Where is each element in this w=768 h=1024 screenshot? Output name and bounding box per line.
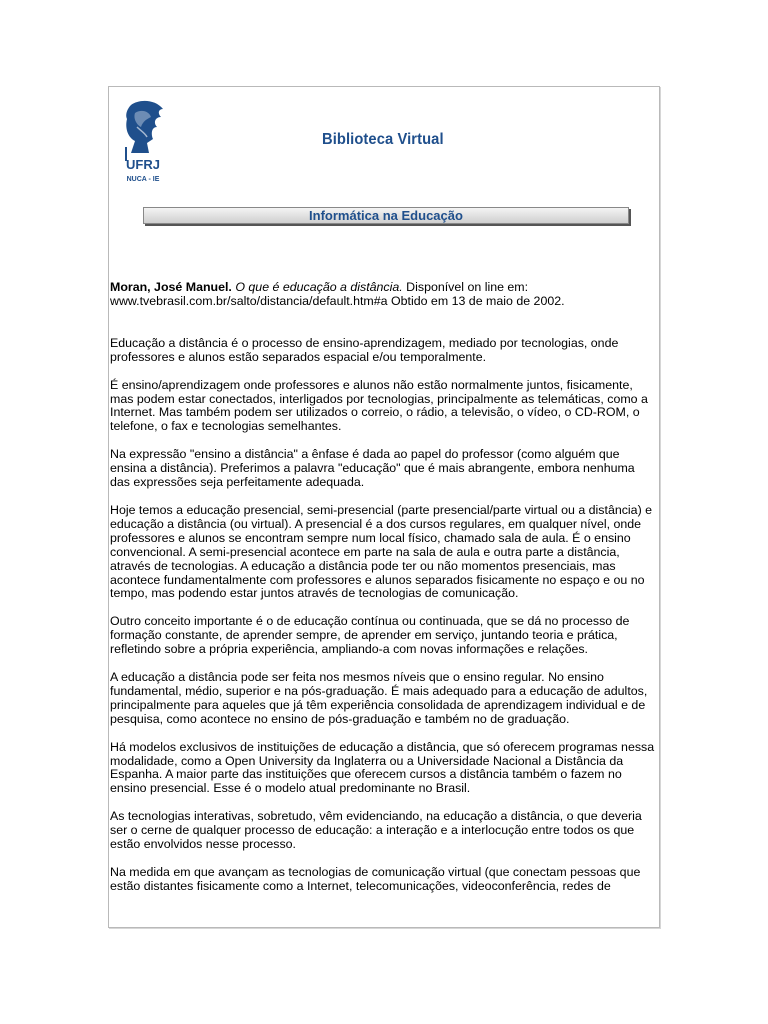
paragraph: Há modelos exclusivos de instituições de educação a distância, que só oferecem programas nessa modalidade, como a Open University da Inglaterra ou a Universidade Nacional a Distância da Espanha. A maior parte das instituições que oferecem cursos a distância também o fazem no ensino presencial. Esse é o modelo atual predominante no Brasil. <box>110 739 655 796</box>
section-bar-label: Informática na Educação <box>309 208 463 223</box>
paragraph: Educação a distância é o processo de ensino-aprendizagem, mediado por tecnologias, onde professores e alunos estão separados espacial e/ou temporalmente. <box>110 335 619 364</box>
paragraph: Na expressão "ensino a distância" a ênfase é dada ao papel do professor (como alguém que ensina a distância). Preferimos a palavra "educação" que é mais abrangente, embora nenhuma das expressões seja perfeitamente adequada. <box>110 447 635 490</box>
paragraph: É ensino/aprendizagem onde professores e alunos não estão normalmente juntos, fisicamente, mas podem estar conectados, interligados por tecnologias, principalmente as telemáticas, como a Internet. Mas também podem ser utilizados o correio, o rádio, a televisão, o vídeo, o CD-ROM, o telefone, o fax e tecnologias semelhantes. <box>110 377 648 434</box>
citation-author: Moran, José Manuel. <box>110 280 232 294</box>
paragraph: As tecnologias interativas, sobretudo, vêm evidenciando, na educação a distância, o que deveria ser o cerne de qualquer processo de educação: a interação e a interlocução entre todos os que estão envolvidos nesse processo. <box>110 809 642 852</box>
section-bar <box>143 207 629 224</box>
citation <box>110 281 658 309</box>
article-body <box>110 281 658 908</box>
paragraph: Outro conceito importante é o de educação contínua ou continuada, que se dá no processo de formação constante, de aprender sempre, de aprender em serviço, juntando teoria e prática, refletindo sobre a própria experiência, ampliando-a com novas informações e relações. <box>110 614 630 657</box>
logo-nuca-text: NUCA - IE <box>126 176 160 183</box>
citation-rest-1: Disponível on line em: <box>406 280 529 294</box>
paragraph: Hoje temos a educação presencial, semi-presencial (parte presencial/parte virtual ou a distância) e educação a distância (ou virtual). A presencial é a dos cursos regulares, em qualquer nível, onde professores e alunos se encontram sempre num local físico, chamado sala de aula. É o ensino convencional. A semi-presencial acontece em parte na sala de aula e outra parte a distância, através de tecnologias. A educação a distância pode ter ou não momentos presenciais, mas acontece fundamentalmente com professores e alunos separados fisicamente no espaço e ou no tempo, mas podendo estar juntos através de tecnologias de comunicação. <box>110 502 653 601</box>
citation-title: O que é educação a distância. <box>235 280 403 294</box>
page-title: Biblioteca Virtual <box>322 131 444 148</box>
paragraph: Na medida em que avançam as tecnologias de comunicação virtual (que conectam pessoas que estão distantes fisicamente como a Internet, telecomunicações, videoconferência, redes de <box>110 865 641 893</box>
logo-ufrj-text: UFRJ <box>126 157 160 172</box>
citation-rest-2: www.tvebrasil.com.br/salto/distancia/default.htm#a Obtido em 13 de maio de 2002. <box>110 293 565 308</box>
ufrj-logo <box>117 97 169 187</box>
paragraph: A educação a distância pode ser feita nos mesmos níveis que o ensino regular. No ensino fundamental, médio, superior e na pós-graduação. É mais adequado para a educação de adultos, principalmente para aqueles que já têm experiência consolidada de aprendizagem individual e de pesquisa, como acontece no ensino de pós-graduação e também no de graduação. <box>110 670 648 726</box>
